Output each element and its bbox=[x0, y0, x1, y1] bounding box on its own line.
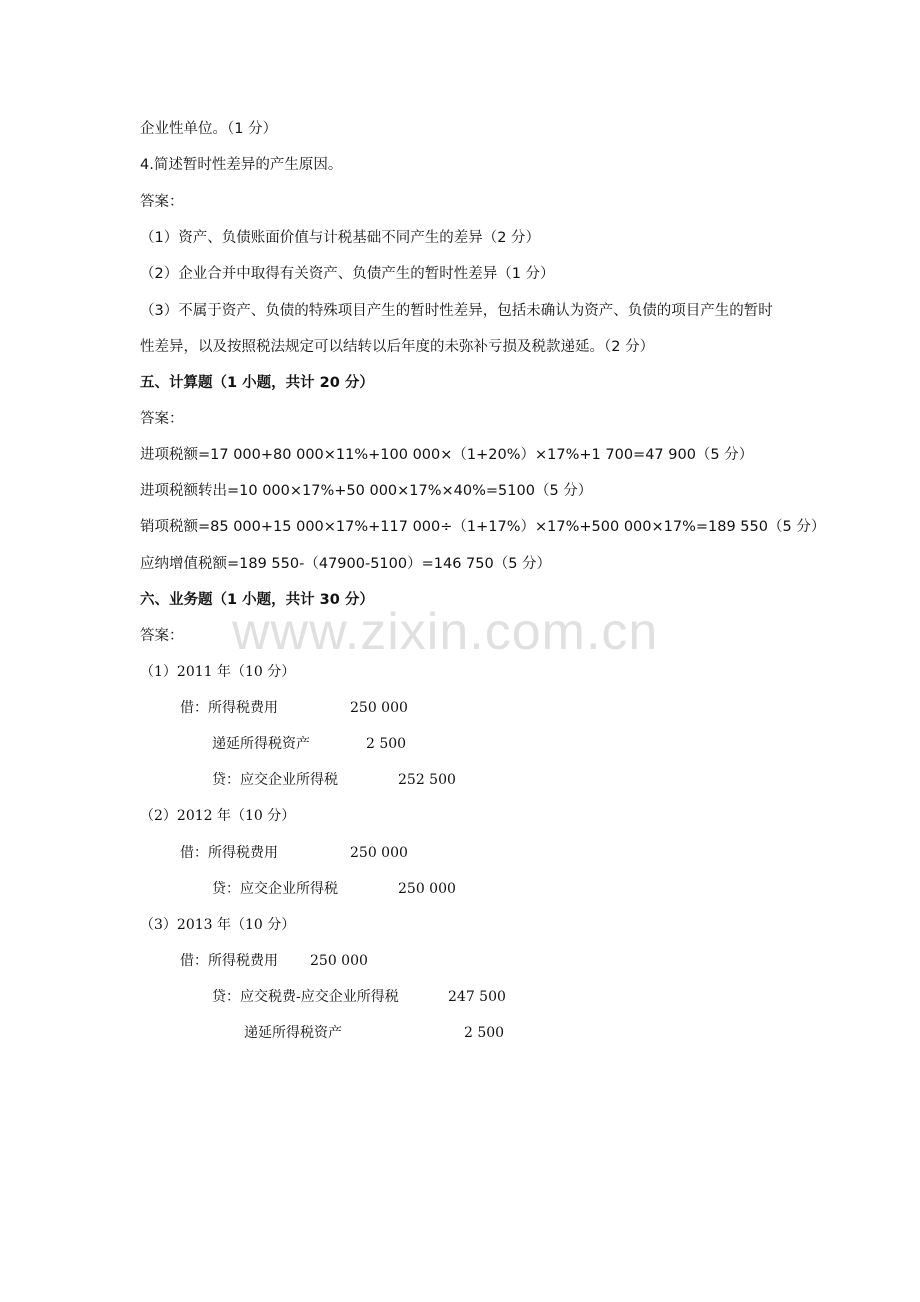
journal-debit-amount: 250 000 bbox=[350, 845, 408, 861]
journal-credit-amount: 2 500 bbox=[464, 1025, 505, 1041]
year-2013-heading: （3）2013 年（10 分） bbox=[140, 917, 296, 933]
calc-line-2: 进项税额转出=10 000×17%+50 000×17%×40%=5100（5 分） bbox=[140, 483, 593, 499]
journal-credit-label: 贷：应交企业所得税 bbox=[212, 881, 338, 897]
journal-credit-amount: 247 500 bbox=[448, 989, 506, 1005]
answer-label: 答案： bbox=[140, 194, 184, 210]
calc-line-4: 应纳增值税额=189 550-（47900-5100）=146 750（5 分） bbox=[140, 556, 552, 572]
calc-line-1: 进项税额=17 000+80 000×11%+100 000×（1+20%）×17%+1 700=47 900（5 分） bbox=[140, 447, 754, 463]
answer-item-2: （2）企业合并中取得有关资产、负债产生的暂时性差异（1 分） bbox=[140, 266, 555, 282]
watermark: www.zixin.com.cn bbox=[232, 603, 659, 661]
journal-debit-amount: 250 000 bbox=[350, 700, 408, 716]
section-5-heading: 五、计算题（1 小题，共计 20 分） bbox=[140, 375, 374, 391]
journal-debit-amount: 2 500 bbox=[366, 736, 407, 752]
journal-debit-label: 借：所得税费用 bbox=[180, 845, 278, 861]
answer-item-1: （1）资产、负债账面价值与计税基础不同产生的差异（2 分） bbox=[140, 230, 541, 246]
answer-item-3: （3）不属于资产、负债的特殊项目产生的暂时性差异，包括未确认为资产、负债的项目产生的暂时性差异，以及按照税法规定可以结转以后年度的未弥补亏损及税款递延。（2 分） bbox=[140, 303, 773, 355]
journal-credit-amount: 250 000 bbox=[398, 881, 456, 897]
journal-credit-label: 贷：应交企业所得税 bbox=[212, 772, 338, 788]
year-2012-heading: （2）2012 年（10 分） bbox=[140, 808, 296, 824]
section-6-heading: 六、业务题（1 小题，共计 30 分） bbox=[140, 592, 374, 608]
journal-credit-amount: 252 500 bbox=[398, 772, 456, 788]
answer-label: 答案： bbox=[140, 628, 184, 644]
journal-debit-label: 借：所得税费用 bbox=[180, 953, 278, 969]
journal-debit-amount: 250 000 bbox=[310, 953, 368, 969]
answer-label: 答案： bbox=[140, 411, 184, 427]
question-4: 4.简述暂时性差异的产生原因。 bbox=[140, 157, 343, 173]
journal-debit-label: 递延所得税资产 bbox=[212, 736, 310, 752]
calc-line-3: 销项税额=85 000+15 000×17%+117 000÷（1+17%）×17%+500 000×17%=189 550（5 分） bbox=[140, 519, 826, 535]
journal-credit-label: 贷：应交税费-应交企业所得税 bbox=[212, 989, 399, 1005]
text-line: 企业性单位。（1 分） bbox=[140, 121, 278, 137]
journal-credit-label: 递延所得税资产 bbox=[244, 1025, 342, 1041]
journal-debit-label: 借：所得税费用 bbox=[180, 700, 278, 716]
year-2011-heading: （1）2011 年（10 分） bbox=[140, 664, 296, 680]
